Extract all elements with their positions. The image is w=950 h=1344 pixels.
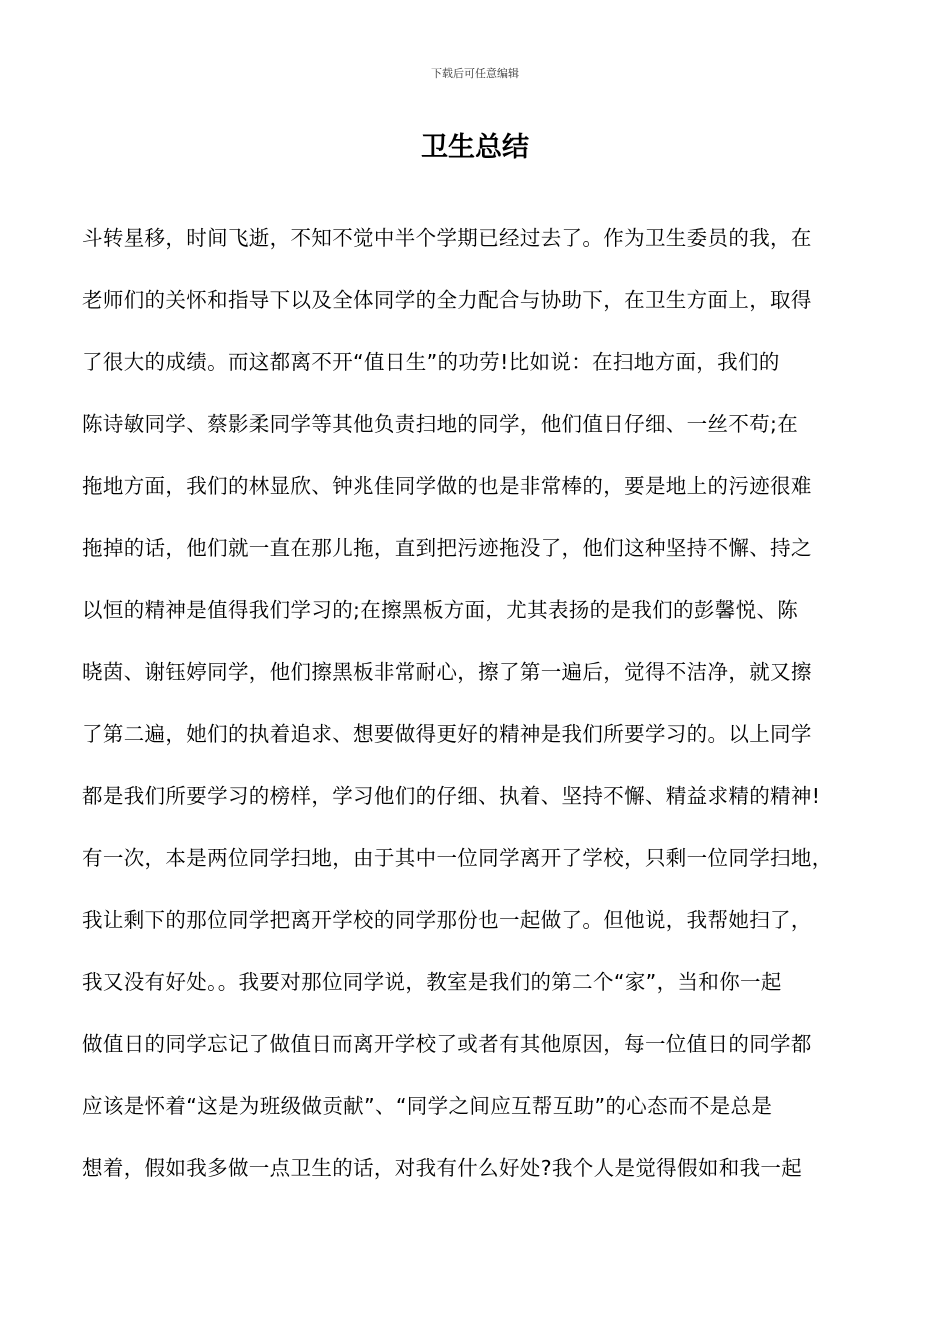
paragraph-line: 了很大的成绩。而这都离不开“值日生”的功劳!比如说：在扫地方面，我们的	[82, 350, 780, 374]
paragraph-line: 想着，假如我多做一点卫生的话，对我有什么好处?我个人是觉得假如和我一起	[82, 1156, 803, 1180]
header-note: 下载后可任意编辑	[431, 67, 519, 80]
paragraph-line: 我又没有好处。。我要对那位同学说，教室是我们的第二个“家”，当和你一起	[82, 970, 782, 994]
paragraph-line: 都是我们所要学习的榜样，学习他们的仔细、执着、坚持不懈、精益求精的精神!	[82, 784, 821, 808]
paragraph-line: 以恒的精神是值得我们学习的;在擦黑板方面，尤其表扬的是我们的彭馨悦、陈	[82, 598, 799, 622]
page-title: 卫生总结	[421, 132, 529, 163]
paragraph-line: 拖地方面，我们的林显欣、钟兆佳同学做的也是非常棒的，要是地上的污迹很难	[82, 474, 812, 498]
paragraph-line: 应该是怀着“这是为班级做贡献”、“同学之间应互帮互助”的心态而不是总是	[82, 1094, 773, 1118]
paragraph-line: 做值日的同学忘记了做值日而离开学校了或者有其他原因，每一位值日的同学都	[82, 1032, 812, 1056]
paragraph-line: 老师们的关怀和指导下以及全体同学的全力配合与协助下，在卫生方面上，取得	[82, 288, 812, 312]
paragraph-line: 有一次，本是两位同学扫地，由于其中一位同学离开了学校，只剩一位同学扫地，	[82, 846, 833, 870]
body-paragraph	[82, 218, 882, 1210]
paragraph-line: 拖掉的话，他们就一直在那儿拖，直到把污迹拖没了，他们这种坚持不懈、持之	[82, 536, 812, 560]
paragraph-line: 我让剩下的那位同学把离开学校的同学那份也一起做了。但他说，我帮她扫了，	[82, 908, 812, 932]
paragraph-line: 晓茵、谢钰婷同学，他们擦黑板非常耐心，擦了第一遍后，觉得不洁净，就又擦	[82, 660, 812, 684]
paragraph-line: 斗转星移，时间飞逝，不知不觉中半个学期已经过去了。作为卫生委员的我，在	[82, 226, 812, 250]
paragraph-line: 了第二遍，她们的执着追求、想要做得更好的精神是我们所要学习的。以上同学	[82, 722, 812, 746]
paragraph-line: 陈诗敏同学、蔡影柔同学等其他负责扫地的同学，他们值日仔细、一丝不苟;在	[82, 412, 799, 436]
